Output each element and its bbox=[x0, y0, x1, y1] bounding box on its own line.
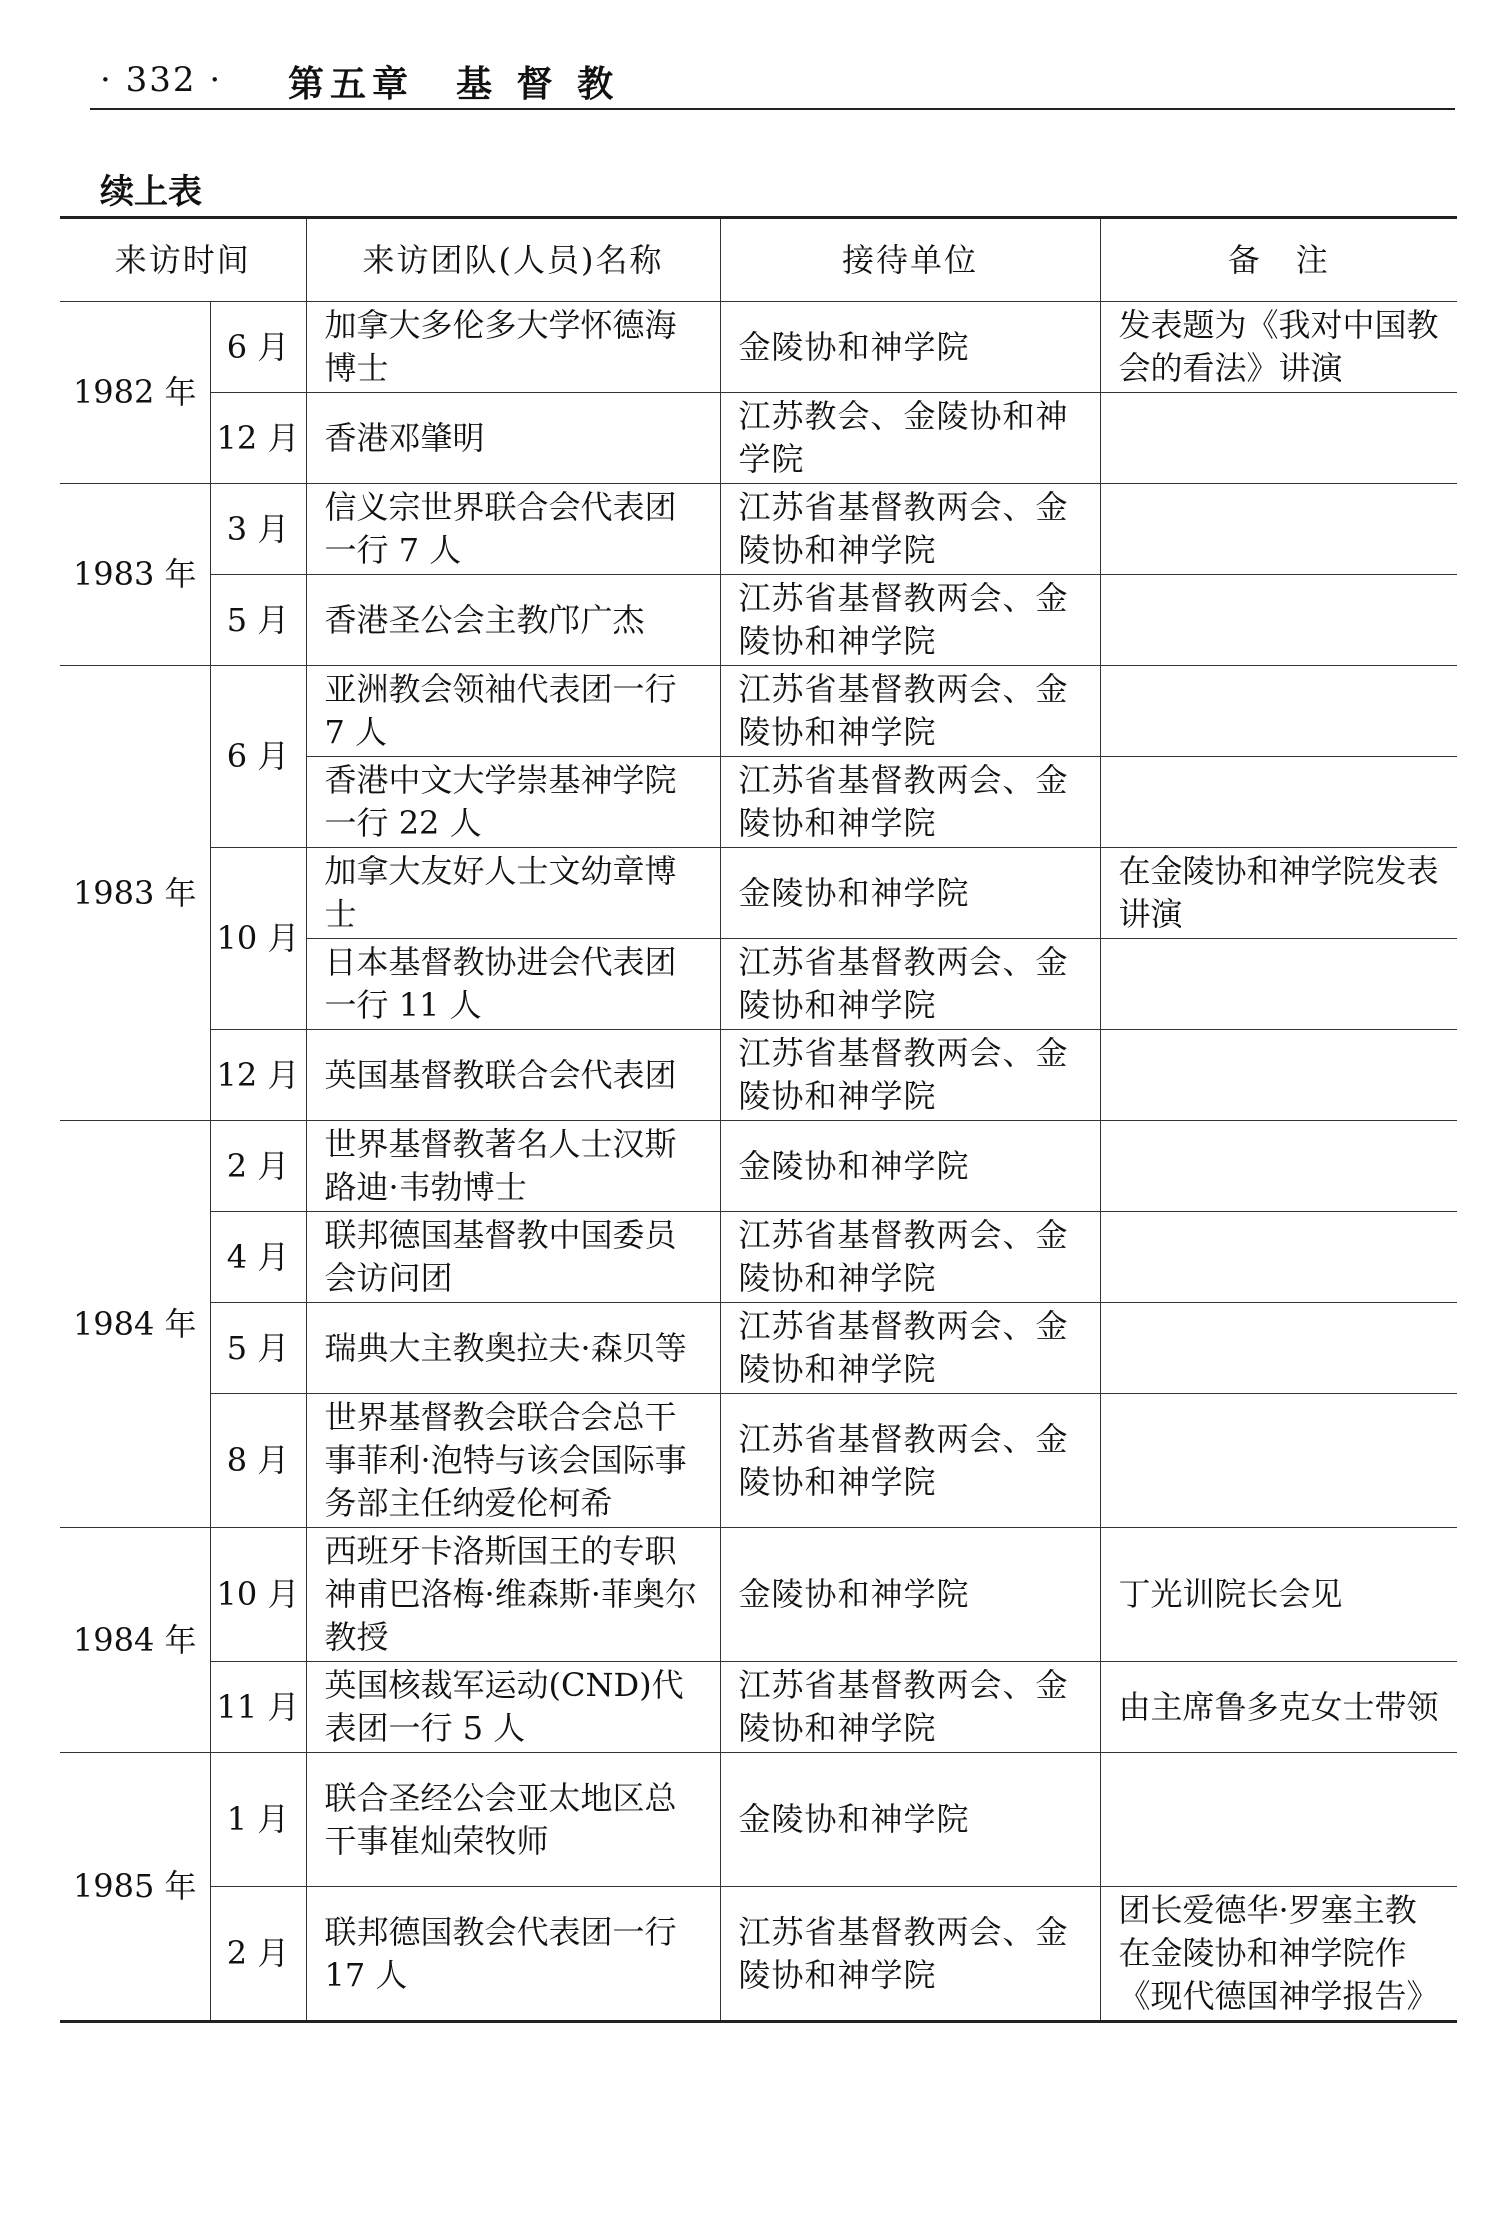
host-unit-cell: 江苏省基督教两会、金陵协和神学院 bbox=[720, 939, 1100, 1030]
note-cell bbox=[1100, 1303, 1457, 1394]
table-row bbox=[60, 1662, 1457, 1753]
host-unit-cell: 江苏省基督教两会、金陵协和神学院 bbox=[720, 1030, 1100, 1121]
month-cell: 8 月 bbox=[210, 1394, 306, 1528]
visits-table bbox=[60, 216, 1457, 2023]
note-cell bbox=[1100, 393, 1457, 484]
month-cell: 10 月 bbox=[210, 1528, 306, 1662]
column-header-visit-time: 来访时间 bbox=[60, 218, 306, 302]
table-row bbox=[60, 1030, 1457, 1121]
column-header-note: 备 注 bbox=[1100, 218, 1457, 302]
table-row bbox=[60, 484, 1457, 575]
column-header-team-name: 来访团队(人员)名称 bbox=[306, 218, 720, 302]
host-unit-cell: 江苏省基督教两会、金陵协和神学院 bbox=[720, 1887, 1100, 2022]
table-row bbox=[60, 1753, 1457, 1887]
table-row bbox=[60, 1394, 1457, 1528]
note-cell bbox=[1100, 666, 1457, 757]
host-unit-cell: 金陵协和神学院 bbox=[720, 848, 1100, 939]
table-header-row bbox=[60, 218, 1457, 302]
month-cell: 1 月 bbox=[210, 1753, 306, 1887]
note-cell bbox=[1100, 757, 1457, 848]
month-cell: 10 月 bbox=[210, 848, 306, 1030]
host-unit-cell: 江苏省基督教两会、金陵协和神学院 bbox=[720, 666, 1100, 757]
table-body bbox=[60, 302, 1457, 2022]
team-name-cell: 联合圣经公会亚太地区总干事崔灿荣牧师 bbox=[306, 1753, 720, 1887]
team-name-cell: 香港圣公会主教邝广杰 bbox=[306, 575, 720, 666]
host-unit-cell: 江苏省基督教两会、金陵协和神学院 bbox=[720, 1212, 1100, 1303]
note-cell bbox=[1100, 1212, 1457, 1303]
note-cell bbox=[1100, 1121, 1457, 1212]
year-cell: 1983 年 bbox=[60, 666, 210, 1121]
column-header-host: 接待单位 bbox=[720, 218, 1100, 302]
month-cell: 5 月 bbox=[210, 575, 306, 666]
month-cell: 3 月 bbox=[210, 484, 306, 575]
team-name-cell: 英国核裁军运动(CND)代表团一行 5 人 bbox=[306, 1662, 720, 1753]
note-cell bbox=[1100, 575, 1457, 666]
month-cell: 11 月 bbox=[210, 1662, 306, 1753]
table-row bbox=[60, 1212, 1457, 1303]
month-cell: 5 月 bbox=[210, 1303, 306, 1394]
team-name-cell: 联邦德国基督教中国委员会访问团 bbox=[306, 1212, 720, 1303]
year-cell: 1985 年 bbox=[60, 1753, 210, 2022]
continued-label: 续上表 bbox=[100, 172, 202, 212]
host-unit-cell: 金陵协和神学院 bbox=[720, 302, 1100, 393]
table-row bbox=[60, 666, 1457, 757]
table-row bbox=[60, 393, 1457, 484]
note-cell: 团长爱德华·罗塞主教在金陵协和神学院作《现代德国神学报告》 bbox=[1100, 1887, 1457, 2022]
table-row bbox=[60, 1121, 1457, 1212]
month-cell: 12 月 bbox=[210, 1030, 306, 1121]
host-unit-cell: 江苏省基督教两会、金陵协和神学院 bbox=[720, 1394, 1100, 1528]
host-unit-cell: 江苏省基督教两会、金陵协和神学院 bbox=[720, 484, 1100, 575]
host-unit-cell: 江苏省基督教两会、金陵协和神学院 bbox=[720, 1303, 1100, 1394]
team-name-cell: 瑞典大主教奥拉夫·森贝等 bbox=[306, 1303, 720, 1394]
team-name-cell: 加拿大友好人士文幼章博士 bbox=[306, 848, 720, 939]
team-name-cell: 香港中文大学崇基神学院一行 22 人 bbox=[306, 757, 720, 848]
note-cell bbox=[1100, 1030, 1457, 1121]
note-cell: 由主席鲁多克女士带领 bbox=[1100, 1662, 1457, 1753]
note-cell bbox=[1100, 939, 1457, 1030]
note-cell: 丁光训院长会见 bbox=[1100, 1528, 1457, 1662]
note-cell bbox=[1100, 1753, 1457, 1887]
note-cell: 在金陵协和神学院发表讲演 bbox=[1100, 848, 1457, 939]
table-row bbox=[60, 302, 1457, 393]
host-unit-cell: 江苏省基督教两会、金陵协和神学院 bbox=[720, 757, 1100, 848]
team-name-cell: 世界基督教会联合会总干事菲利·泡特与该会国际事务部主任纳爱伦柯希 bbox=[306, 1394, 720, 1528]
month-cell: 2 月 bbox=[210, 1887, 306, 2022]
host-unit-cell: 金陵协和神学院 bbox=[720, 1528, 1100, 1662]
year-cell: 1983 年 bbox=[60, 484, 210, 666]
note-cell bbox=[1100, 484, 1457, 575]
team-name-cell: 英国基督教联合会代表团 bbox=[306, 1030, 720, 1121]
month-cell: 2 月 bbox=[210, 1121, 306, 1212]
team-name-cell: 西班牙卡洛斯国王的专职神甫巴洛梅·维森斯·菲奥尔教授 bbox=[306, 1528, 720, 1662]
table-row bbox=[60, 575, 1457, 666]
year-cell: 1984 年 bbox=[60, 1528, 210, 1753]
page-header bbox=[90, 52, 1455, 110]
page-number: · 332 · bbox=[100, 60, 223, 100]
host-unit-cell: 江苏省基督教两会、金陵协和神学院 bbox=[720, 1662, 1100, 1753]
year-cell: 1984 年 bbox=[60, 1121, 210, 1528]
host-unit-cell: 江苏教会、金陵协和神学院 bbox=[720, 393, 1100, 484]
team-name-cell: 日本基督教协进会代表团一行 11 人 bbox=[306, 939, 720, 1030]
team-name-cell: 信义宗世界联合会代表团一行 7 人 bbox=[306, 484, 720, 575]
team-name-cell: 联邦德国教会代表团一行 17 人 bbox=[306, 1887, 720, 2022]
table-row bbox=[60, 1528, 1457, 1662]
team-name-cell: 亚洲教会领袖代表团一行 7 人 bbox=[306, 666, 720, 757]
year-cell: 1982 年 bbox=[60, 302, 210, 484]
note-cell bbox=[1100, 1394, 1457, 1528]
team-name-cell: 世界基督教著名人士汉斯路迪·韦勃博士 bbox=[306, 1121, 720, 1212]
table-row bbox=[60, 1303, 1457, 1394]
month-cell: 6 月 bbox=[210, 302, 306, 393]
table-row bbox=[60, 1887, 1457, 2022]
team-name-cell: 加拿大多伦多大学怀德海博士 bbox=[306, 302, 720, 393]
table-row bbox=[60, 848, 1457, 939]
chapter-title: 第五章 基 督 教 bbox=[288, 64, 620, 105]
host-unit-cell: 金陵协和神学院 bbox=[720, 1121, 1100, 1212]
host-unit-cell: 江苏省基督教两会、金陵协和神学院 bbox=[720, 575, 1100, 666]
month-cell: 6 月 bbox=[210, 666, 306, 848]
month-cell: 4 月 bbox=[210, 1212, 306, 1303]
month-cell: 12 月 bbox=[210, 393, 306, 484]
team-name-cell: 香港邓肇明 bbox=[306, 393, 720, 484]
note-cell: 发表题为《我对中国教会的看法》讲演 bbox=[1100, 302, 1457, 393]
host-unit-cell: 金陵协和神学院 bbox=[720, 1753, 1100, 1887]
